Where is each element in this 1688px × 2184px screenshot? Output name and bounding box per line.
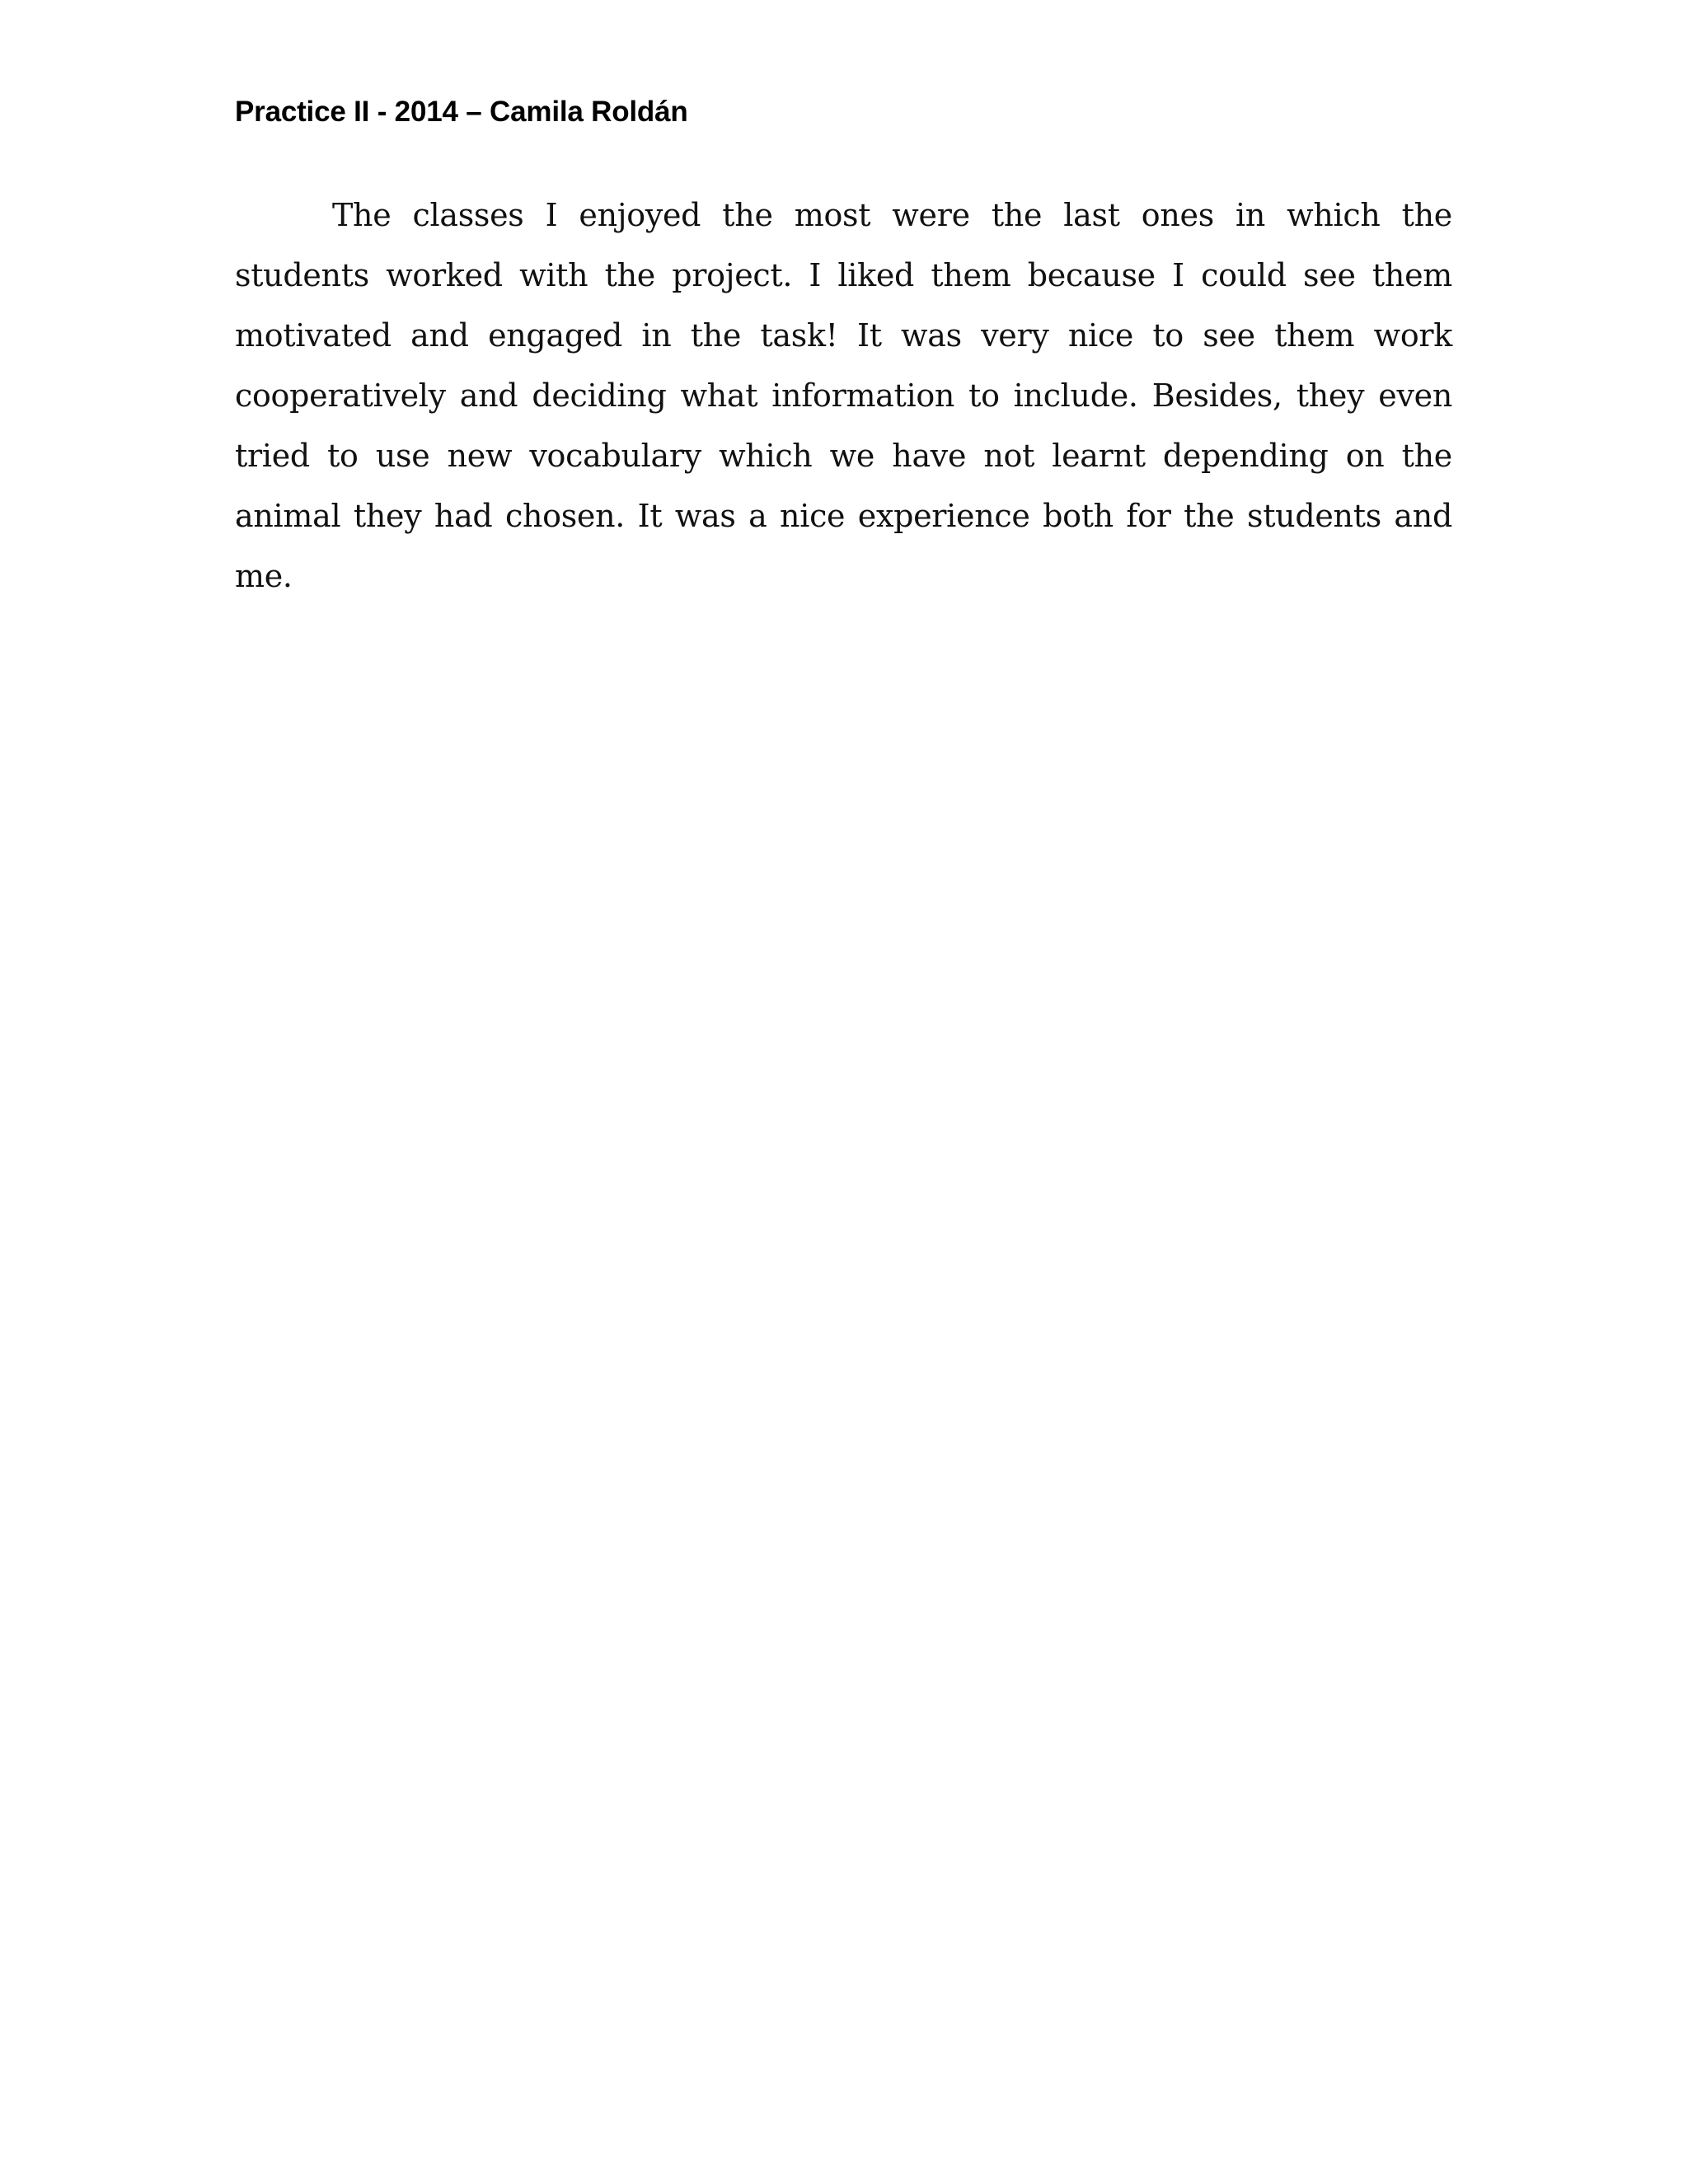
- document-header: Practice II - 2014 – Camila Roldán: [235, 96, 688, 128]
- body-paragraph: The classes I enjoyed the most were the last ones in which the students worked with the project. I liked them because I could see them motivated and engaged in the task! It was very nice to see them work cooperatively and deciding what information to include. Besides, they even tried to use new vocabulary which we have not learnt depending on the animal they had chosen. It was a nice experience both for the students and me.: [235, 197, 1452, 594]
